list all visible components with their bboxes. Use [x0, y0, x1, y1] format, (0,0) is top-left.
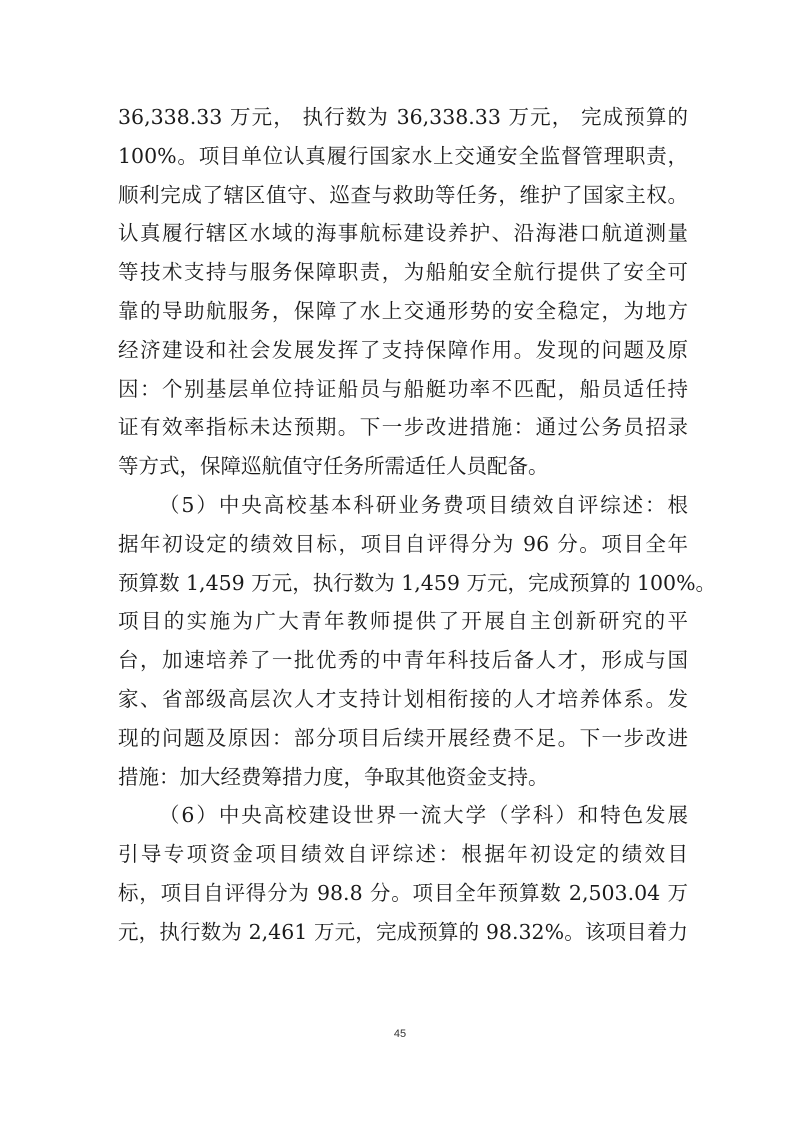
text-line: （5）中央高校基本科研业务费项目绩效自评综述：根: [159, 492, 688, 517]
text-line: 标，项目自评得分为 98.8 分。项目全年预算数 2,503.04 万: [118, 880, 688, 905]
paragraph-item-6: [118, 796, 688, 951]
text-line: 等技术支持与服务保障职责，为船舶安全航行提供了安全可: [118, 260, 688, 285]
text-line: 项目的实施为广大青年教师提供了开展自主创新研究的平: [118, 609, 688, 634]
text-line: 靠的导助航服务，保障了水上交通形势的安全稳定，为地方: [118, 298, 688, 323]
text-line: 家、省部级高层次人才支持计划相衔接的人才培养体系。发: [118, 686, 688, 711]
text-line: 因：个别基层单位持证船员与船艇功率不匹配，船员适任持: [118, 376, 688, 401]
text-line: 预算数 1,459 万元，执行数为 1,459 万元，完成预算的 100%。: [118, 570, 717, 595]
text-line: 措施：加大经费筹措力度，争取其他资金支持。: [118, 764, 549, 789]
text-line: 引导专项资金项目绩效自评综述：根据年初设定的绩效目: [118, 842, 688, 867]
paragraph-budget-summary: [118, 98, 688, 486]
body-text: [118, 98, 717, 952]
text-line: 等方式，保障巡航值守任务所需适任人员配备。: [118, 454, 549, 479]
text-line: 经济建设和社会发展发挥了支持保障作用。发现的问题及原: [118, 337, 688, 362]
text-line: 100%。项目单位认真履行国家水上交通安全监督管理职责，: [118, 143, 688, 168]
text-line: 台，加速培养了一批优秀的中青年科技后备人才，形成与国: [118, 648, 688, 673]
text-line: （6）中央高校建设世界一流大学（学科）和特色发展: [159, 803, 688, 828]
page-number: 45: [393, 1028, 407, 1040]
paragraph-item-5: [118, 486, 717, 796]
text-line: 认真履行辖区水域的海事航标建设养护、沿海港口航道测量: [118, 221, 688, 246]
text-line: 元，执行数为 2,461 万元，完成预算的 98.32%。该项目着力: [118, 919, 688, 944]
text-line: 顺利完成了辖区值守、巡查与救助等任务，维护了国家主权。: [118, 182, 688, 207]
text-line: 证有效率指标未达预期。下一步改进措施：通过公务员招录: [118, 415, 688, 440]
text-line: 现的问题及原因：部分项目后续开展经费不足。下一步改进: [118, 725, 688, 750]
text-line: 据年初设定的绩效目标，项目自评得分为 96 分。项目全年: [118, 531, 688, 556]
text-line: 36,338.33 万元， 执行数为 36,338.33 万元， 完成预算的: [118, 105, 688, 129]
